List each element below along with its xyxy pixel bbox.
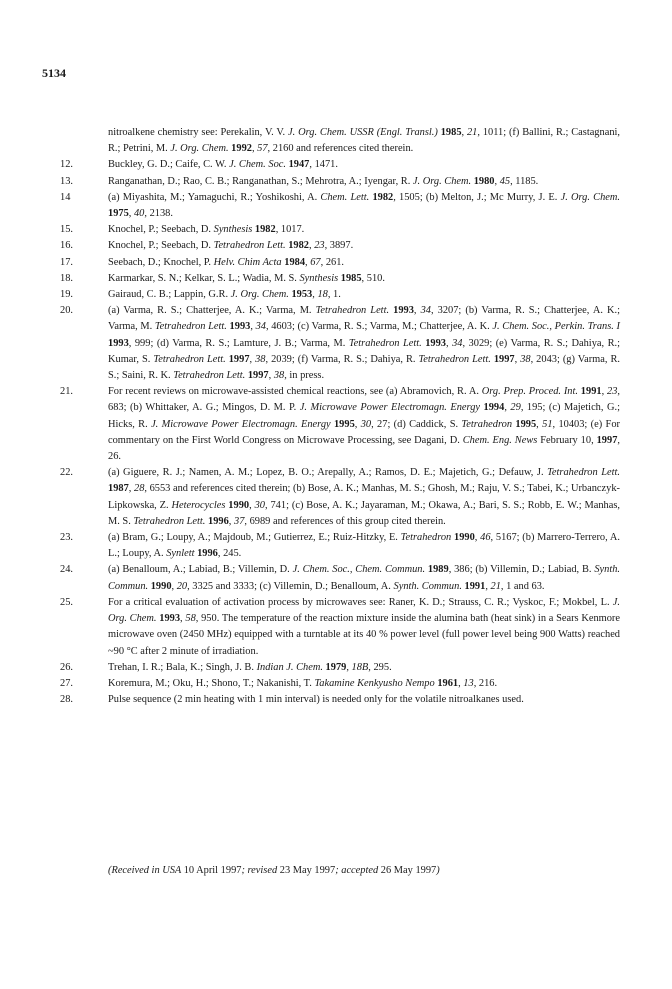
reference-text: Knochel, P.; Seebach, D. Synthesis 1982, 1017. xyxy=(108,224,305,236)
reference-text: Karmarkar, S. N.; Kelkar, S. L.; Wadia, M. S. Synthesis 1985, 510. xyxy=(108,272,385,284)
reference-item xyxy=(60,157,620,173)
reference-list xyxy=(60,125,620,708)
reference-text: Koremura, M.; Oku, H.; Shono, T.; Nakanishi, T. Takamine Kenkyusho Nempo 1961, 13, 216. xyxy=(108,677,498,689)
reference-number: 14 xyxy=(60,191,71,203)
reference-number: 15. xyxy=(60,224,73,236)
reference-number: 13. xyxy=(60,175,73,187)
reference-text: (a) Varma, R. S.; Chatterjee, A. K.; Varma, M. Tetrahedron Lett. 1993, 34, 3207; (b) Varma, R. S.; Chatterjee, A. K.; Varma, M. Tetrahedron Lett. 1993, 34, 4603; (c) Varma, R. S.; Varma, M.; Chatterjee, A. K. J. Chem. Soc., Perkin. Trans. I 1993, 999; (d) Varma, R. S.; Lamture, J. B.; Varma, M. Tetrahedron Lett. 1993, 34, 3029; (e) Varma, R. S.; Dahiya, R.; Kumar, S. Tetrahedron Lett. 1997, 38, 2039; (f) Varma, R. S.; Dahiya, R. Tetrahedron Lett. 1997, 38, 2043; (g) Varma, R. S.; Saini, R. K. Tetrahedron Lett. 1997, 38, in press. xyxy=(108,305,621,382)
reference-item xyxy=(60,174,620,190)
reference-item xyxy=(60,660,620,676)
accepted-date: 26 May xyxy=(380,865,413,876)
reference-item xyxy=(60,676,620,692)
reference-text: (a) Giguere, R. J.; Namen, A. M.; Lopez, B. O.; Arepally, A.; Ramos, D. E.; Majetich, G.; Defauw, J. Tetrahedron Lett. 1987, 28, 6553 and references cited therein; (b) Bose, A. K.; Manhas, M. S.; Ghosh, M.; Raju, V. S.; Tabei, K.; Urbanczyk-Lipkowska, Z. Heterocycles 1990, 30, 741; (c) Bose, A. K.; Jayaraman, M.; Okawa, A.; Bari, S. S.; Robb, E. W.; Manhas, M. S. Tetrahedron Lett. 1996, 37, 6989 and references of this group cited therein. xyxy=(108,467,620,527)
reference-item xyxy=(60,287,620,303)
reference-number: 19. xyxy=(60,289,73,301)
received-date: 10 April xyxy=(183,865,219,876)
reference-item xyxy=(60,238,620,254)
reference-item xyxy=(60,595,620,660)
reference-number: 18. xyxy=(60,272,73,284)
accepted-label: accepted xyxy=(341,865,379,876)
accepted-year: 1997 xyxy=(415,865,437,876)
reference-number: 23. xyxy=(60,532,73,544)
revised-date: 23 May xyxy=(279,865,312,876)
revised-year: 1997 xyxy=(314,865,336,876)
reference-number: 20. xyxy=(60,305,73,317)
reference-text: Pulse sequence (2 min heating with 1 min interval) is needed only for the volatile nitroalkanes used. xyxy=(108,694,524,706)
reference-text: nitroalkene chemistry see: Perekalin, V. V. J. Org. Chem. USSR (Engl. Transl.) 1985, 21, 1011; (f) Ballini, R.; Castagnani, R.; Petrini, M. J. Org. Chem. 1992, 57, 2160 and references cited therein. xyxy=(108,127,620,155)
reference-item xyxy=(60,465,620,530)
reference-text: For recent reviews on microwave-assisted chemical reactions, see (a) Abramovich, R. A. Org. Prep. Proced. Int. 1991, 23, 683; (b) Whittaker, A. G.; Mingos, D. M. P. J. Microwave Power Electromagn. Energy 1994, 29, 195; (c) Majetich, G.; Hicks, R. J. Microwave Power Electromagn. Energy 1995, 30, 27; (d) Caddick, S. Tetrahedron 1995, 51, 10403; (e) For commentary on the First World Congress on Microwave Processing, see Dagani, D. Chem. Eng. News February 10, 1997, 26. xyxy=(108,386,620,463)
reference-item xyxy=(60,692,620,708)
reference-item xyxy=(60,255,620,271)
reference-text: (a) Bram, G.; Loupy, A.; Majdoub, M.; Gutierrez, E.; Ruiz-Hitzky, E. Tetrahedron 1990, 46, 5167; (b) Marrero-Terrero, A. L.; Loupy, A. Synlett 1996, 245. xyxy=(108,532,620,560)
reference-number: 25. xyxy=(60,596,73,608)
received-year: 1997 xyxy=(220,865,242,876)
reference-text: Buckley, G. D.; Caife, C. W. J. Chem. Soc. 1947, 1471. xyxy=(108,159,338,171)
reference-number: 16. xyxy=(60,240,73,252)
received-note: (Received in USA 10 April 1997; revised 23 May 1997; accepted 26 May 1997) xyxy=(108,865,440,876)
received-label: Received in USA xyxy=(111,865,182,876)
revised-label: revised xyxy=(247,865,278,876)
reference-item xyxy=(60,530,620,562)
reference-number: 27. xyxy=(60,677,73,689)
page-number: 5134 xyxy=(42,66,66,80)
reference-text: Gairaud, C. B.; Lappin, G.R. J. Org. Chem. 1953, 18, 1. xyxy=(108,289,341,301)
reference-item xyxy=(60,190,620,222)
reference-text: Ranganathan, D.; Rao, C. B.; Ranganathan, S.; Mehrotra, A.; Iyengar, R. J. Org. Chem. 1980, 45, 1185. xyxy=(108,175,539,187)
reference-item xyxy=(60,222,620,238)
reference-text: Trehan, I. R.; Bala, K.; Singh, J. B. Indian J. Chem. 1979, 18B, 295. xyxy=(108,661,392,673)
reference-number: 24. xyxy=(60,564,73,576)
reference-item xyxy=(60,384,620,465)
reference-number: 28. xyxy=(60,694,73,706)
reference-text: (a) Benalloum, A.; Labiad, B.; Villemin, D. J. Chem. Soc., Chem. Commun. 1989, 386; (b) Villemin, D.; Labiad, B. Synth. Commun. 1990, 20, 3325 and 3333; (c) Villemin, D.; Benalloum, A. Synth. Commun. 1991, 21, 1 and 63. xyxy=(108,564,620,592)
reference-text: Seebach, D.; Knochel, P. Helv. Chim Acta 1984, 67, 261. xyxy=(108,256,345,268)
reference-item xyxy=(60,562,620,594)
reference-text: (a) Miyashita, M.; Yamaguchi, R.; Yoshikoshi, A. Chem. Lett. 1982, 1505; (b) Melton, J.; Mc Murry, J. E. J. Org. Chem. 1975, 40, 2138. xyxy=(108,191,621,220)
reference-item xyxy=(60,125,620,157)
reference-number: 26. xyxy=(60,661,73,673)
reference-number xyxy=(60,125,108,157)
reference-item xyxy=(60,303,620,384)
reference-number: 21. xyxy=(60,386,73,398)
reference-number: 12. xyxy=(60,159,73,171)
reference-text: For a critical evaluation of activation process by microwaves see: Raner, K. D.; Strauss, C. R.; Vyskoc, F.; Mokbel, L. J. Org. Chem. 1993, 58, 950. The temperature of the reaction mixture inside the alumina bath (heat sink) in a Sears Kenmore microwave oven (2450 MHz) equipped with a turntable at its 40 % power level (full power level being 900 Watts) reached ~90 °C after 2 minute of irradiation. xyxy=(108,596,620,657)
reference-item xyxy=(60,271,620,287)
reference-text: Knochel, P.; Seebach, D. Tetrahedron Lett. 1982, 23, 3897. xyxy=(108,240,354,252)
reference-number: 22. xyxy=(60,467,73,479)
reference-number: 17. xyxy=(60,256,73,268)
